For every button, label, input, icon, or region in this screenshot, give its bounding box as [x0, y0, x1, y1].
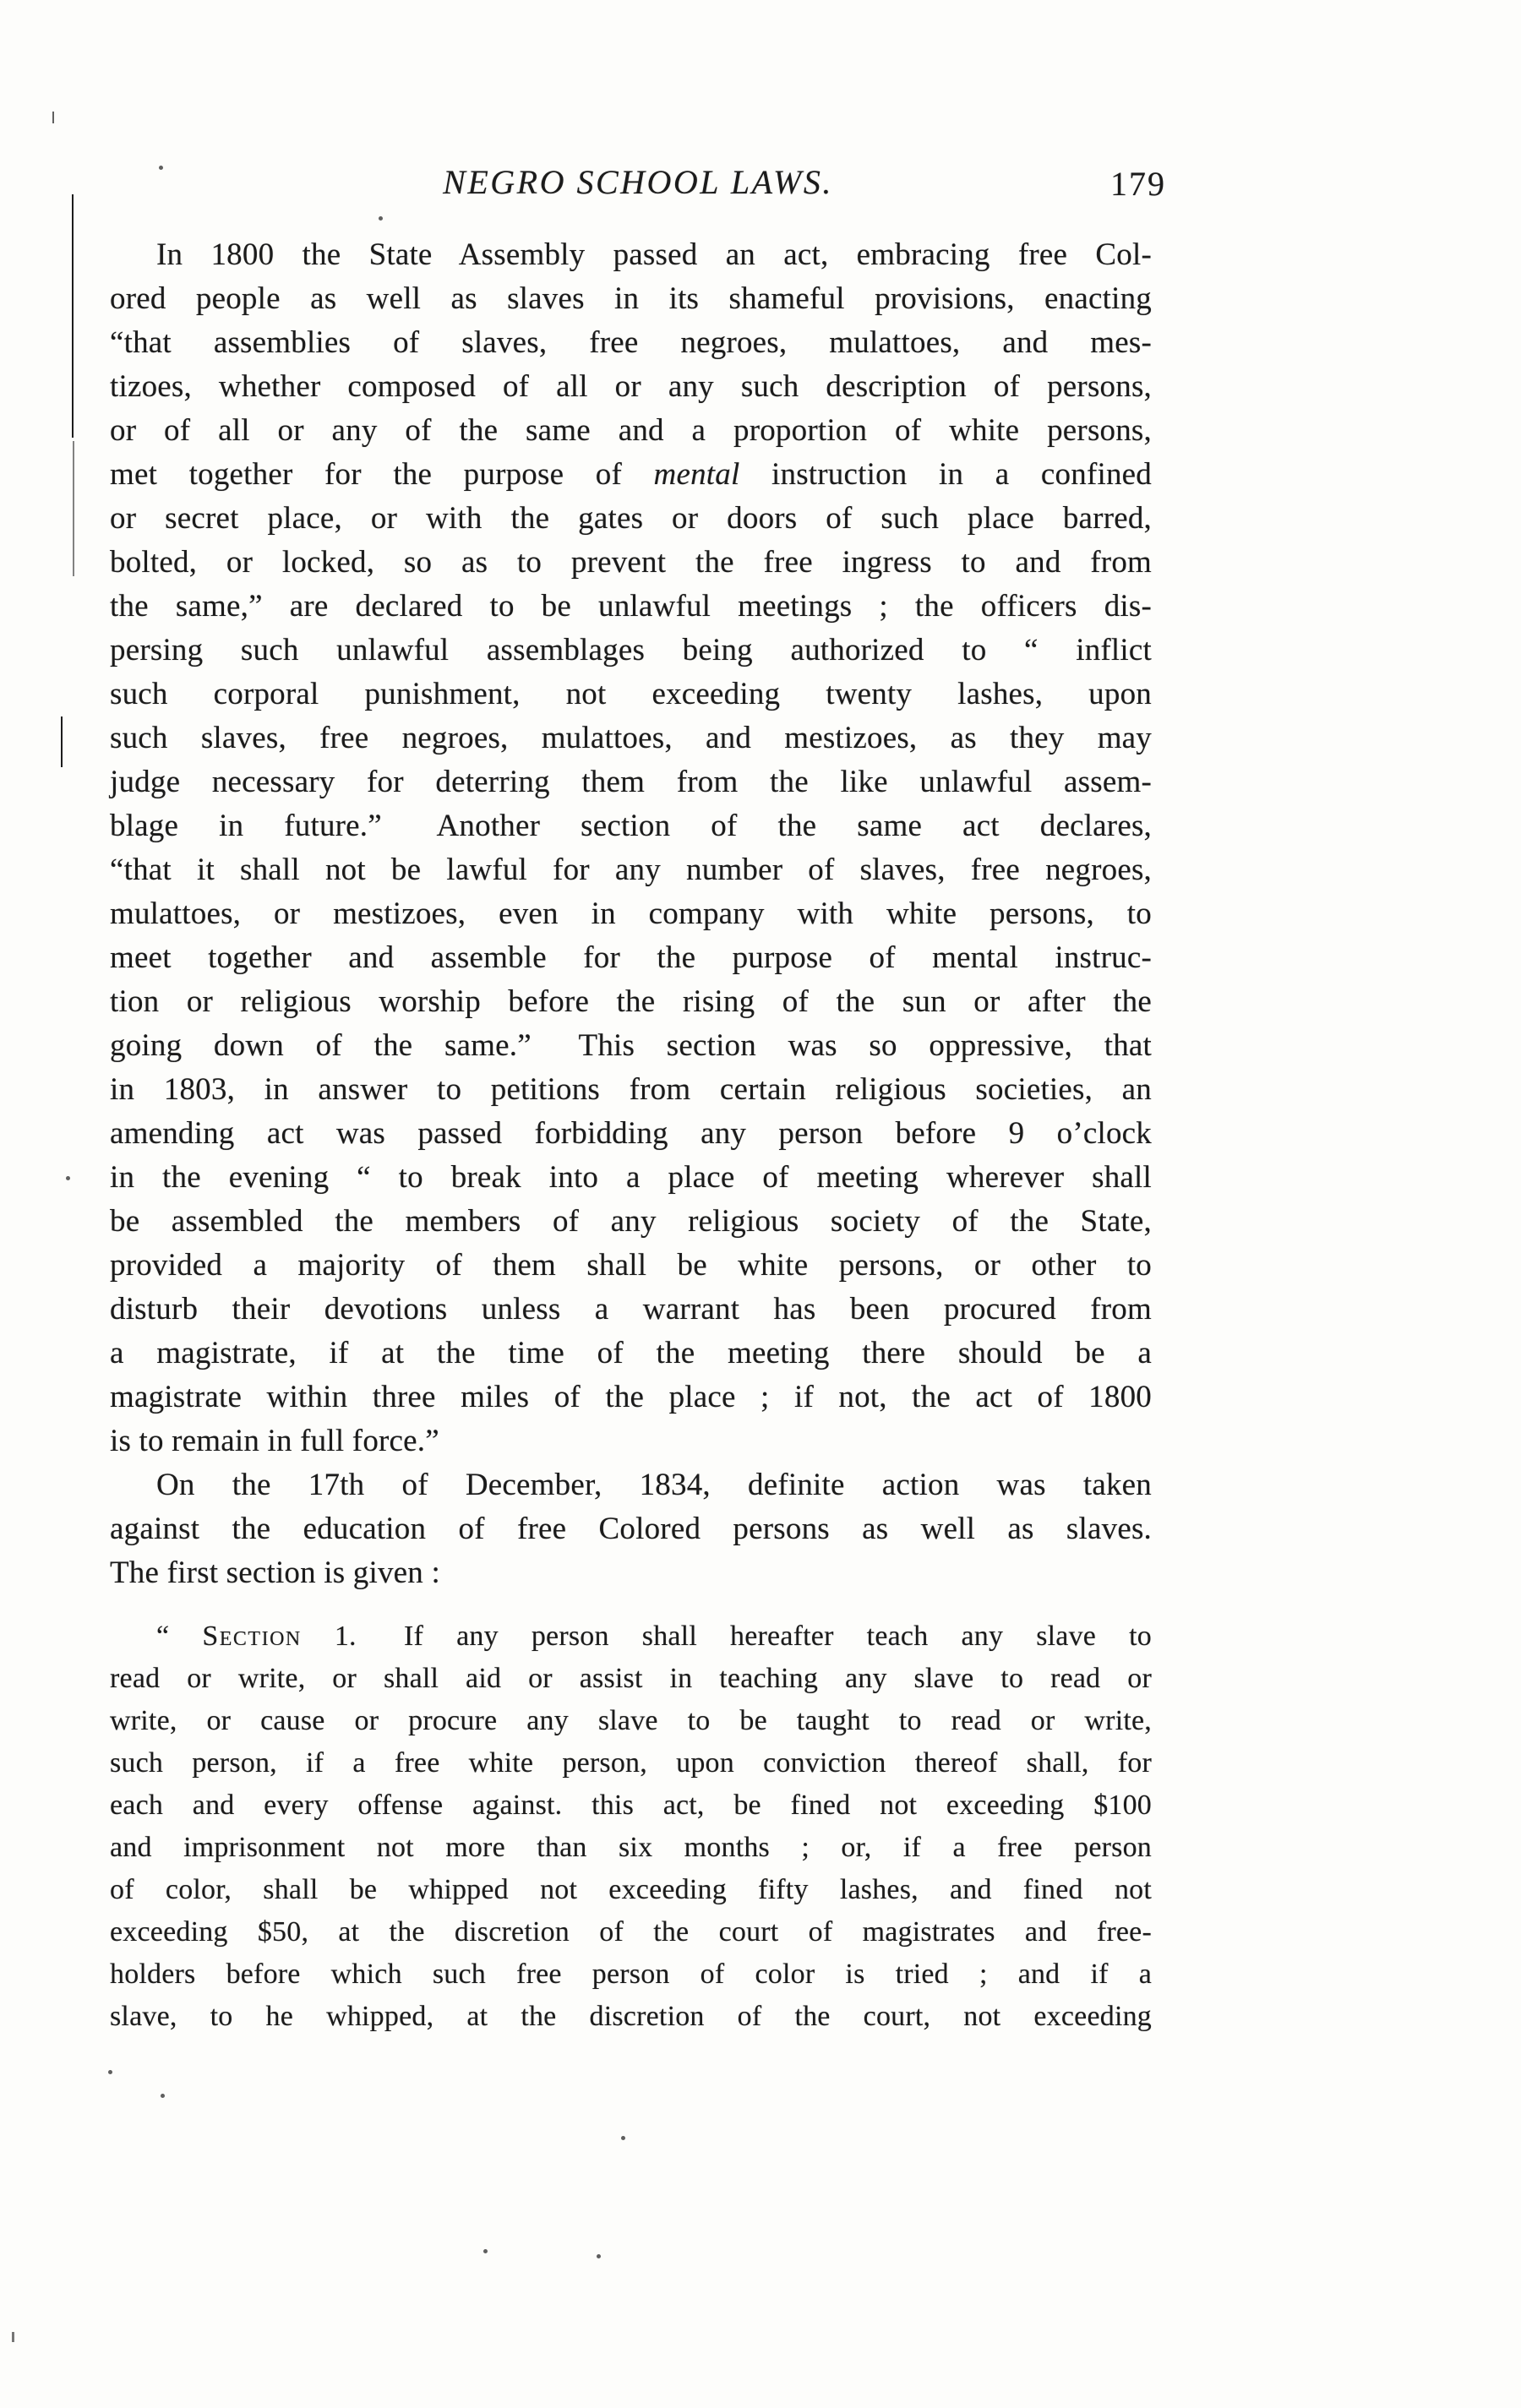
text-line: mulattoes, or mestizoes, even in company with white persons, to: [110, 896, 1152, 931]
text-line: meet together and assemble for the purpose of mental instruc-: [110, 940, 1152, 975]
text-line: such slaves, free negroes, mulattoes, and mestizoes, as they may: [110, 721, 1152, 755]
text-line: the same,” are declared to be unlawful meetings ; the officers dis-: [110, 589, 1152, 624]
scan-speck: [621, 2136, 625, 2140]
scan-artifact-line: [61, 716, 63, 767]
text-line: and imprisonment not more than six months ; or, if a free person: [110, 1832, 1152, 1863]
text-line: exceeding $50, at the discretion of the court of magistrates and free-: [110, 1916, 1152, 1948]
text-line: going down of the same.” This section was so oppressive, that: [110, 1028, 1152, 1063]
scan-artifact-line: [73, 441, 74, 576]
text-line: “that assemblies of slaves, free negroes, mulattoes, and mes-: [110, 325, 1152, 360]
text-line: magistrate within three miles of the place ; if not, the act of 1800: [110, 1380, 1152, 1414]
scan-speck: [66, 1176, 70, 1180]
scan-speck: [108, 2070, 112, 2074]
scan-artifact-line: [72, 194, 74, 438]
text-line: of color, shall be whipped not exceeding fifty lashes, and fined not: [110, 1874, 1152, 1905]
text-line: is to remain in full force.”: [110, 1424, 439, 1458]
text-line: holders before which such free person of color is tried ; and if a: [110, 1959, 1152, 1990]
text-line: [110, 1615, 1152, 1658]
text-line: slave, to he whipped, at the discretion of the court, not exceeding: [110, 2001, 1152, 2032]
text-line: each and every offense against. this act, be fined not exceeding $100: [110, 1790, 1152, 1821]
text-line: such person, if a free white person, upon conviction thereof shall, for: [110, 1747, 1152, 1779]
text-line: blage in future.” Another section of the same act declares,: [110, 809, 1152, 843]
text-line: disturb their devotions unless a warrant has been procured from: [110, 1292, 1152, 1327]
text-line: or of all or any of the same and a proportion of white persons,: [110, 413, 1152, 448]
scan-artifact-tick: [52, 112, 54, 123]
text-segment: met together for the purpose of: [110, 457, 654, 492]
paragraph: [110, 1463, 1152, 1595]
page-header: [110, 162, 1166, 206]
text-line: be assembled the members of any religious society of the State,: [110, 1204, 1152, 1239]
text-line: or secret place, or with the gates or doors of such place barred,: [110, 501, 1152, 536]
scan-speck: [483, 2249, 488, 2253]
text-line: such corporal punishment, not exceeding twenty lashes, upon: [110, 677, 1152, 711]
text-line: amending act was passed forbidding any person before 9 o’clock: [110, 1116, 1152, 1151]
text-line: read or write, or shall aid or assist in teaching any slave to read or: [110, 1663, 1152, 1694]
paragraph: [110, 1615, 1152, 2038]
text-line: ored people as well as slaves in its shameful provisions, enacting: [110, 281, 1152, 316]
page-title: NEGRO SCHOOL LAWS.: [443, 163, 833, 201]
text-line: provided a majority of them shall be white persons, or other to: [110, 1248, 1152, 1283]
paragraph: [110, 233, 1152, 1463]
text-line: a magistrate, if at the time of the meeting there should be a: [110, 1336, 1152, 1370]
text-line: [110, 453, 1152, 497]
text-line: in 1803, in answer to petitions from certain religious societies, an: [110, 1072, 1152, 1107]
text-line: “that it shall not be lawful for any number of slaves, free negroes,: [110, 853, 1152, 887]
text-segment: “: [156, 1621, 203, 1652]
scan-speck: [161, 2094, 165, 2098]
small-caps-text: Section: [202, 1621, 302, 1652]
page-number: 179: [1110, 165, 1166, 203]
text-line: tion or religious worship before the rising of the sun or after the: [110, 984, 1152, 1019]
text-line: On the 17th of December, 1834, definite action was taken: [156, 1468, 1152, 1502]
scan-speck: [379, 216, 383, 221]
text-line: bolted, or locked, so as to prevent the free ingress to and from: [110, 545, 1152, 580]
text-line: The first section is given :: [110, 1555, 440, 1590]
text-segment: 1. If any person shall hereafter teach any slave to: [301, 1621, 1152, 1652]
text-line: In 1800 the State Assembly passed an act, embracing free Col-: [156, 237, 1152, 272]
text-line: tizoes, whether composed of all or any such description of persons,: [110, 369, 1152, 404]
text-segment: instruction in a confined: [739, 457, 1152, 492]
page-text: [110, 233, 1152, 2038]
text-line: in the evening “ to break into a place of meeting wherever shall: [110, 1160, 1152, 1195]
scan-artifact-tick: [12, 2332, 14, 2342]
text-line: judge necessary for deterring them from the like unlawful assem-: [110, 765, 1152, 799]
scan-speck: [597, 2254, 601, 2258]
text-line: against the education of free Colored persons as well as slaves.: [110, 1512, 1152, 1546]
text-line: persing such unlawful assemblages being authorized to “ inflict: [110, 633, 1152, 667]
text-line: write, or cause or procure any slave to be taught to read or write,: [110, 1705, 1152, 1736]
italic-text: mental: [653, 457, 740, 492]
